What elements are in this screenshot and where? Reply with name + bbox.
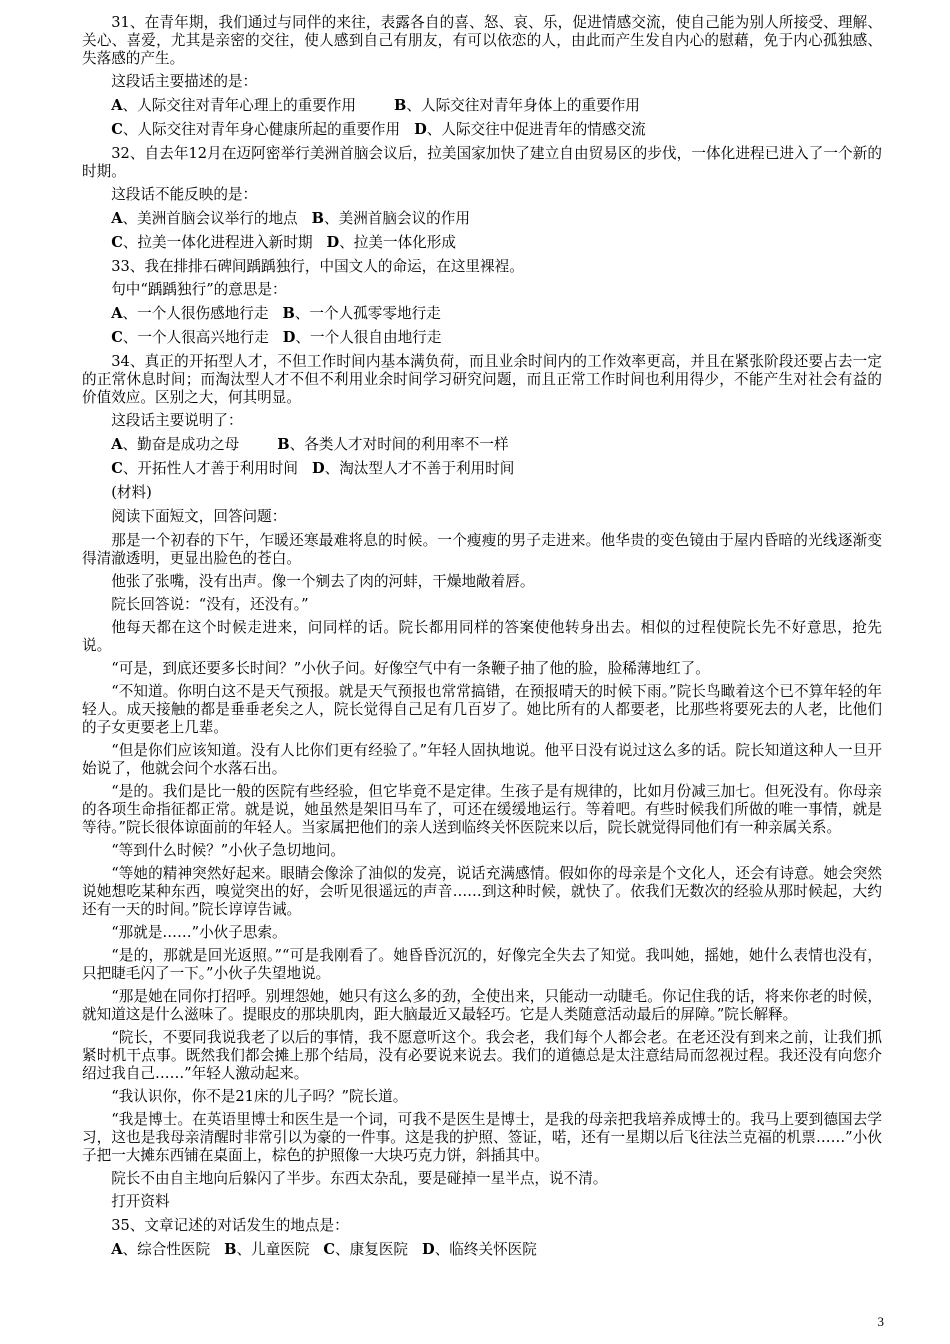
material-instruction: 阅读下面短文，回答问题：	[111, 508, 287, 525]
document-page	[82, 14, 882, 1265]
material-paragraph: “我认识你，你不是21床的儿子吗？”院长道。	[111, 1088, 408, 1105]
material-paragraph: “那就是……”小伙子思索。	[111, 924, 287, 941]
question-32-stem: 32、自去年12月在迈阿密举行美洲首脑会议后，拉美国家加快了建立自由贸易区的步伐，一体化进程已进入了一个新的时期。	[82, 145, 882, 180]
material-paragraph: “可是，到底还要多长时间？”小伙子问。好像空气中有一条鞭子抽了他的脸，脸稀薄地红了。	[111, 660, 710, 677]
question-32-option-b[interactable]: B、美洲首脑会议的作用	[311, 210, 470, 227]
question-35-option-d[interactable]: D、临终关怀医院	[422, 1241, 537, 1258]
question-34-option-a[interactable]: A、勤奋是成功之母	[111, 436, 240, 453]
material-passage	[82, 532, 882, 1188]
material-paragraph: 他每天都在这个时候走进来，问同样的话。院长都用同样的答案使他转身出去。相似的过程使院长先不好意思，抢先说。	[82, 619, 882, 654]
material-paragraph: “等她的精神突然好起来。眼睛会像涂了油似的发亮，说话充满感情。假如你的母亲是个文化人，还会有诗意。她会突然说她想吃某种东西，嗅觉突出的好，会听见很遥远的声音……到这种时候，就快了。依我们无数次的经验从那时候起，大约还有一天的时间。”院长谆谆告诫。	[82, 865, 882, 918]
material-paragraph: “但是你们应该知道。没有人比你们更有经验了。”年轻人固执地说。他平日没有说过这么多的话。院长知道这种人一旦开始说了，他就会问个水落石出。	[82, 742, 882, 777]
question-33-options-row-2	[82, 329, 882, 347]
material-label: (材料)	[111, 484, 152, 501]
question-34-options-row-1	[82, 436, 882, 454]
material-paragraph: “是的，那就是回光返照。”“可是我刚看了。她昏昏沉沉的，好像完全失去了知觉。我叫她，摇她，她什么表情也没有，只把睫毛闪了一下。”小伙子失望地说。	[82, 947, 882, 982]
open-material-link[interactable]: 打开资料	[111, 1193, 170, 1210]
question-31-stem: 31、在青年期，我们通过与同伴的来往，表露各自的喜、怒、哀、乐，促进情感交流，使自己能为别人所接受、理解、关心、喜爱，尤其是亲密的交往，使人感到自己有朋友，有可以依恋的人，由此而产生发自内心的慰藉，免于内心孤独感、失落感的产生。	[82, 14, 882, 67]
material-paragraph: “那是她在同你打招呼。别埋怨她，她只有这么多的劲，全使出来，只能动一动睫毛。你记住我的话，将来你老的时候，就知道这是什么滋味了。提眼皮的那块肌肉，距大脑最近又最轻巧。它是人类随意活动最后的屏障。”院长解释。	[82, 988, 882, 1023]
material-paragraph: 院长回答说：“没有，还没有。”	[111, 596, 309, 613]
question-34-option-d[interactable]: D、淘汰型人才不善于利用时间	[311, 460, 515, 477]
question-32-option-d[interactable]: D、拉美一体化形成	[326, 234, 456, 251]
material-paragraph: “是的。我们是比一般的医院有些经验，但它毕竟不是定律。生孩子是有规律的，比如月份减三加七。但死没有。你母亲的各项生命指征都正常。就是说，她虽然是架旧马车了，可还在缓缓地运行。等着吧。有些时候我们所做的唯一事情，就是等待。”院长很体谅面前的年轻人。当家属把他们的亲人送到临终关怀医院来以后，院长就觉得同他们有一种亲属关系。	[82, 783, 882, 836]
question-35-stem: 35、文章记述的对话发生的地点是：	[111, 1217, 349, 1234]
question-33-option-c[interactable]: C、一个人很高兴地行走	[111, 329, 269, 346]
question-31-prompt: 这段话主要描述的是：	[111, 73, 258, 90]
question-34-option-b[interactable]: B、各类人才对时间的利用率不一样	[277, 436, 509, 453]
question-31-option-b[interactable]: B、人际交往对青年身体上的重要作用	[394, 97, 640, 114]
material-paragraph: “等到什么时候？”小伙子急切地问。	[111, 842, 346, 859]
question-34-stem: 34、真正的开拓型人才，不但工作时间内基本满负荷，而且业余时间内的工作效率更高，并且在紧张阶段还要占去一定的正常休息时间；而淘汰型人才不但不利用业余时间学习研究问题，而且正常工作时间也利用得少，不能产生对社会有益的价值效应。区别之大，何其明显。	[82, 353, 882, 406]
page-number: 3	[877, 1314, 884, 1329]
material-paragraph: 他张了张嘴，没有出声。像一个剜去了肉的河蚌，干燥地敞着唇。	[111, 573, 535, 590]
question-34-option-c[interactable]: C、开拓性人才善于利用时间	[111, 460, 298, 477]
question-32-options-row-2	[82, 234, 882, 252]
question-32-prompt: 这段话不能反映的是：	[111, 186, 258, 203]
material-paragraph: 那是一个初春的下午，乍暖还寒最难将息的时候。一个瘦瘦的男子走进来。他华贵的变色镜由于屋内昏暗的光线逐渐变得清澈透明，更显出脸色的苍白。	[82, 532, 882, 567]
question-32-options-row-1	[82, 210, 882, 228]
question-34-options-row-2	[82, 460, 882, 478]
question-34-prompt: 这段话主要说明了：	[111, 412, 243, 429]
question-31-option-c[interactable]: C、人际交往对青年身心健康所起的重要作用	[111, 121, 401, 138]
question-33-prompt: 句中“踽踽独行”的意思是：	[111, 281, 287, 298]
question-32-option-c[interactable]: C、拉美一体化进程进入新时期	[111, 234, 313, 251]
question-31-option-a[interactable]: A、人际交往对青年心理上的重要作用	[111, 97, 357, 114]
question-35-option-a[interactable]: A、综合性医院	[111, 1241, 211, 1258]
question-35-option-c[interactable]: C、康复医院	[323, 1241, 409, 1258]
question-35-option-b[interactable]: B、儿童医院	[224, 1241, 310, 1258]
material-paragraph: “不知道。你明白这不是天气预报。就是天气预报也常常搞错，在预报晴天的时候下雨。”院长鸟瞰着这个已不算年轻的年轻人。成天接触的都是垂垂老矣之人，院长觉得自己足有几百岁了。她比所有的人都要老，比那些将要死去的人老，比他们的子女更要老上几辈。	[82, 683, 882, 736]
question-33-option-b[interactable]: B、一个人孤零零地行走	[282, 305, 441, 322]
question-33-option-d[interactable]: D、一个人很自由地行走	[282, 329, 442, 346]
question-31-option-d[interactable]: D、人际交往中促进青年的情感交流	[414, 121, 646, 138]
material-paragraph: 院长不由自主地向后躲闪了半步。东西太杂乱，要是碰掉一星半点，说不清。	[111, 1170, 608, 1187]
material-paragraph: “院长，不要同我说我老了以后的事情，我不愿意听这个。我会老，我们每个人都会老。在老还没有到来之前，让我们抓紧时机干点事。既然我们都会摊上那个结局，没有必要说来说去。我们的道德总是太注意结局而忽视过程。我还没有向您介绍过我自己……”年轻人激动起来。	[82, 1029, 882, 1082]
question-33-option-a[interactable]: A、一个人很伤感地行走	[111, 305, 269, 322]
question-33-stem: 33、我在排排石碑间踽踽独行，中国文人的命运，在这里裸裎。	[111, 258, 524, 275]
question-31-options-row-1	[82, 97, 882, 115]
question-33-options-row-1	[82, 305, 882, 323]
question-35-options-row	[82, 1241, 882, 1259]
material-paragraph: “我是博士。在英语里博士和医生是一个词，可我不是医生是博士，是我的母亲把我培养成博士的。我马上要到德国去学习，这也是我母亲清醒时非常引以为豪的一件事。这是我的护照、签证，喏，还有一星期以后飞往法兰克福的机票……”小伙子把一大摊东西铺在桌面上，棕色的护照像一大块巧克力饼，斜插其中。	[82, 1111, 882, 1164]
question-32-option-a[interactable]: A、美洲首脑会议举行的地点	[111, 210, 298, 227]
question-31-options-row-2	[82, 121, 882, 139]
